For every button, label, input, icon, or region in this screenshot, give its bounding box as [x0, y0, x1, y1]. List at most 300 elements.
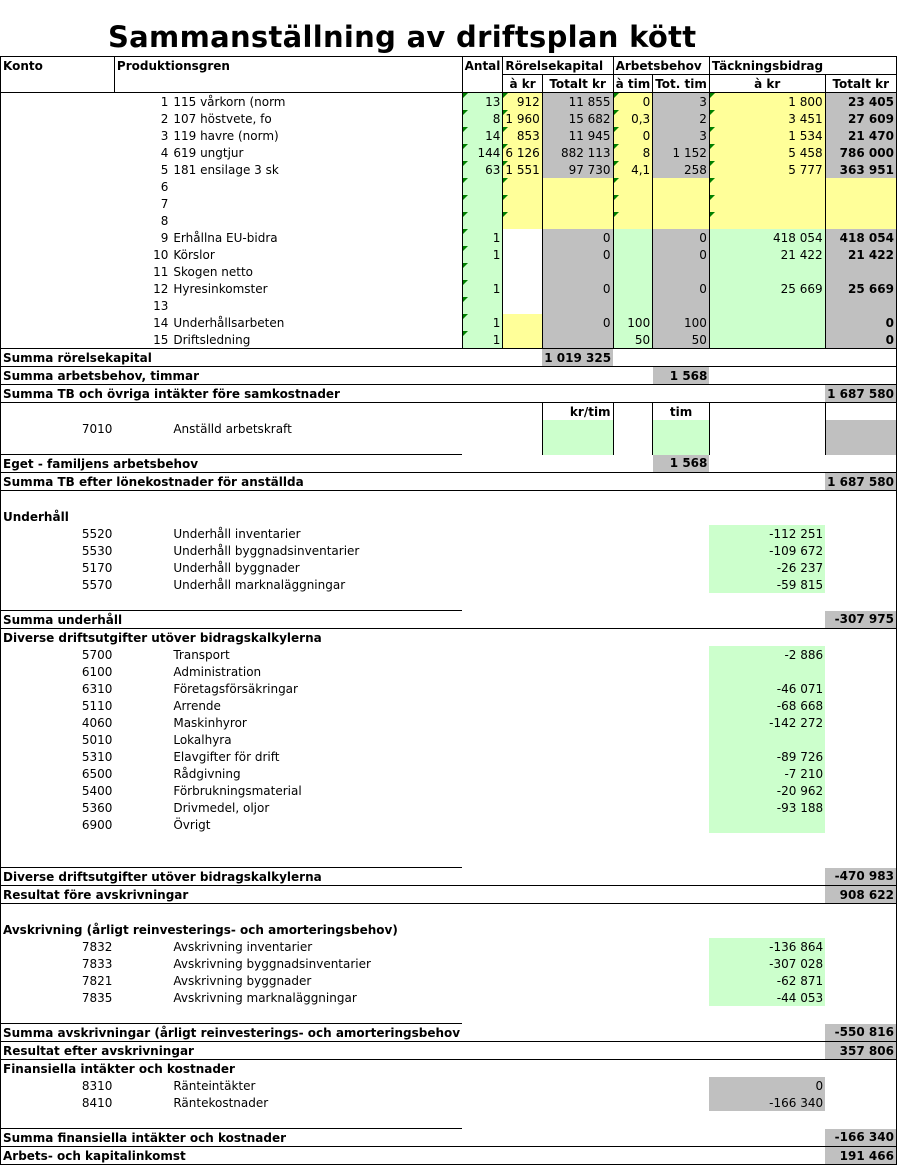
rorelsekapital-totalt: 11 945	[542, 127, 613, 144]
empty-cell	[613, 731, 653, 748]
empty-cell	[613, 680, 653, 697]
rorelsekapital-totalt: 0	[542, 229, 613, 246]
table-row	[1, 816, 897, 833]
table-row	[1, 765, 897, 782]
rorelsekapital-a-kr[interactable]	[503, 229, 542, 246]
konto-number: 6500	[1, 765, 115, 782]
row-number: 11	[1, 263, 172, 280]
empty-cell	[462, 904, 503, 922]
arbetsbehov-a-tim[interactable]	[613, 229, 653, 246]
empty-cell	[542, 473, 613, 491]
empty-cell	[1, 1111, 463, 1129]
empty-cell	[114, 714, 171, 731]
summa-rorelsekapital-value: 1 019 325	[544, 350, 612, 365]
rorelsekapital-a-kr[interactable]	[503, 280, 542, 297]
empty-cell	[825, 799, 896, 816]
account-value[interactable]: -26 237	[709, 559, 825, 576]
empty-cell	[653, 868, 710, 886]
account-value[interactable]: -62 871	[709, 972, 825, 989]
table-row	[1, 331, 897, 349]
empty-cell	[1, 437, 463, 455]
arbetsbehov-a-tim[interactable]: 4,1	[613, 161, 653, 178]
antal-value[interactable]: 1	[462, 246, 503, 263]
table-row	[1, 593, 897, 611]
antal-value[interactable]: 13	[462, 93, 503, 111]
account-value[interactable]: -136 864	[709, 938, 825, 955]
empty-cell	[825, 782, 896, 799]
empty-cell	[613, 420, 653, 437]
page-title: Sammanställning av driftsplan kött	[108, 20, 697, 54]
konto-number: 4060	[1, 714, 115, 731]
empty-cell	[653, 886, 710, 904]
antal-value[interactable]	[462, 212, 503, 229]
col-header-arbetsbehov: Arbetsbehov	[613, 57, 709, 75]
empty-cell	[709, 437, 825, 455]
empty-cell	[114, 938, 171, 955]
empty-cell	[542, 868, 613, 886]
tb-a-kr[interactable]: 1 534	[709, 127, 825, 144]
empty-cell	[542, 904, 613, 922]
table-row	[1, 576, 897, 593]
account-value[interactable]: -20 962	[709, 782, 825, 799]
table-row	[1, 559, 897, 576]
table-row	[1, 1111, 897, 1129]
empty-cell	[653, 491, 710, 509]
empty-cell	[709, 349, 825, 367]
table-row	[1, 697, 897, 714]
account-value[interactable]	[709, 663, 825, 680]
col-header-a-kr: à kr	[503, 75, 542, 93]
empty-cell	[114, 782, 171, 799]
empty-cell	[709, 1024, 825, 1042]
empty-cell	[462, 1111, 503, 1129]
empty-cell	[1, 491, 463, 509]
empty-cell	[542, 593, 613, 611]
empty-cell	[613, 989, 653, 1006]
row-number: 4	[1, 144, 172, 161]
account-label: Avskrivning byggnader	[173, 973, 312, 988]
tb-a-kr[interactable]: 25 669	[709, 280, 825, 297]
tim-header: tim	[653, 403, 710, 421]
empty-cell	[114, 1077, 171, 1094]
empty-cell	[503, 1111, 542, 1129]
antal-value[interactable]	[462, 263, 503, 280]
rorelsekapital-totalt	[542, 195, 613, 212]
table-row	[1, 850, 897, 868]
table-row	[1, 349, 897, 367]
empty-cell	[542, 886, 613, 904]
antal-value[interactable]	[462, 195, 503, 212]
production-branch: 107 höstvete, fo	[171, 110, 462, 127]
empty-cell	[503, 886, 542, 904]
antal-value[interactable]: 1	[462, 280, 503, 297]
empty-cell	[825, 714, 896, 731]
konto-number: 5400	[1, 782, 115, 799]
account-value[interactable]: -109 672	[709, 542, 825, 559]
empty-cell	[653, 904, 710, 922]
empty-cell	[462, 1147, 503, 1165]
empty-cell	[653, 349, 710, 367]
tb-a-kr[interactable]: 418 054	[709, 229, 825, 246]
empty-cell	[653, 680, 710, 697]
tb-a-kr[interactable]	[709, 263, 825, 280]
antal-value[interactable]	[462, 178, 503, 195]
arbetsbehov-tot-tim	[653, 195, 710, 212]
empty-cell	[653, 850, 710, 868]
table-row	[1, 629, 897, 647]
empty-cell	[613, 955, 653, 972]
empty-cell	[709, 868, 825, 886]
rorelsekapital-a-kr[interactable]	[503, 297, 542, 314]
empty-cell	[653, 714, 710, 731]
table-row	[1, 491, 897, 509]
empty-cell	[503, 1147, 542, 1165]
summa-rorelsekapital-label: Summa rörelsekapital	[1, 349, 463, 367]
empty-cell	[653, 782, 710, 799]
empty-cell	[462, 593, 503, 611]
empty-cell	[613, 972, 653, 989]
table-row	[1, 367, 897, 385]
arbetsbehov-tot-tim: 0	[653, 246, 710, 263]
arbetsbehov-a-tim[interactable]: 0,3	[613, 110, 653, 127]
empty-cell	[1, 1006, 463, 1024]
empty-cell	[462, 403, 503, 421]
table-row	[1, 93, 897, 111]
tb-totalt: 27 609	[825, 110, 896, 127]
tb-a-kr[interactable]	[709, 297, 825, 314]
empty-cell	[613, 559, 653, 576]
summa-diverse-value: -470 983	[825, 868, 896, 886]
rorelsekapital-a-kr[interactable]	[503, 246, 542, 263]
table-row	[1, 75, 897, 93]
empty-cell	[114, 989, 171, 1006]
empty-cell	[825, 1006, 896, 1024]
arbetsbehov-a-tim[interactable]	[613, 246, 653, 263]
account-label: Avskrivning inventarier	[173, 939, 313, 954]
empty-cell	[825, 972, 896, 989]
empty-cell	[462, 1024, 503, 1042]
empty-cell	[114, 542, 171, 559]
table-row	[1, 385, 897, 403]
antal-value[interactable]: 8	[462, 110, 503, 127]
arbetsbehov-a-tim[interactable]: 0	[613, 127, 653, 144]
empty-cell	[825, 542, 896, 559]
empty-cell	[653, 955, 710, 972]
empty-cell	[653, 833, 710, 850]
empty-cell	[709, 1042, 825, 1060]
empty-cell	[462, 1042, 503, 1060]
production-branch: Driftsledning	[171, 331, 462, 349]
empty-cell	[542, 1111, 613, 1129]
empty-cell	[462, 385, 503, 403]
tb-a-kr[interactable]	[709, 331, 825, 349]
account-label: Övrigt	[173, 817, 211, 832]
tb-totalt: 418 054	[825, 229, 896, 246]
rorelsekapital-a-kr[interactable]	[503, 212, 542, 229]
rorelsekapital-totalt	[542, 178, 613, 195]
empty-cell	[462, 850, 503, 868]
production-branch: Hyresinkomster	[171, 280, 462, 297]
empty-cell	[462, 367, 503, 385]
konto-number: 7833	[1, 955, 115, 972]
rorelsekapital-a-kr[interactable]: 912	[503, 93, 542, 111]
empty-cell	[653, 938, 710, 955]
empty-cell	[542, 455, 613, 473]
production-branch: 115 vårkorn (norm	[171, 93, 462, 111]
account-value[interactable]: -68 668	[709, 697, 825, 714]
empty-cell	[613, 748, 653, 765]
production-branch: Körslor	[171, 246, 462, 263]
empty-cell	[825, 403, 896, 421]
table-row	[1, 748, 897, 765]
empty-cell	[462, 868, 503, 886]
account-value[interactable]: -93 188	[709, 799, 825, 816]
account-value[interactable]: 0	[709, 1077, 825, 1094]
account-label: Maskinhyror	[173, 715, 247, 730]
production-branch	[171, 178, 462, 195]
table-row	[1, 1077, 897, 1094]
empty-cell	[114, 748, 171, 765]
empty-cell	[709, 473, 825, 491]
arbetsbehov-tot-tim	[653, 263, 710, 280]
empty-cell	[1, 850, 463, 868]
antal-value[interactable]	[462, 297, 503, 314]
table-row	[1, 714, 897, 731]
tb-totalt: 25 669	[825, 280, 896, 297]
antal-value[interactable]: 1	[462, 331, 503, 349]
anstalld-tim-input[interactable]	[653, 420, 710, 437]
arbetsbehov-tot-tim	[653, 297, 710, 314]
account-value[interactable]: -142 272	[709, 714, 825, 731]
rorelsekapital-a-kr[interactable]	[503, 263, 542, 280]
account-value[interactable]: -307 028	[709, 955, 825, 972]
empty-cell	[825, 816, 896, 833]
col-header-empty	[825, 57, 896, 75]
account-value[interactable]: -2 886	[709, 646, 825, 663]
empty-cell	[1, 833, 463, 850]
arbetsbehov-a-tim[interactable]	[613, 297, 653, 314]
empty-cell	[653, 731, 710, 748]
arbetsbehov-tot-tim: 258	[653, 161, 710, 178]
account-value[interactable]: -89 726	[709, 748, 825, 765]
empty-cell	[542, 437, 613, 455]
empty-cell	[613, 816, 653, 833]
tb-a-kr[interactable]: 1 800	[709, 93, 825, 111]
tb-a-kr[interactable]: 5 458	[709, 144, 825, 161]
tb-a-kr[interactable]: 3 451	[709, 110, 825, 127]
account-value[interactable]: -112 251	[709, 525, 825, 542]
rorelsekapital-totalt: 97 730	[542, 161, 613, 178]
empty-cell	[542, 611, 613, 629]
table-row	[1, 868, 897, 886]
arbetsbehov-tot-tim	[653, 178, 710, 195]
empty-cell	[653, 799, 710, 816]
empty-cell	[542, 491, 613, 509]
konto-number: 5570	[1, 576, 115, 593]
empty-cell	[114, 955, 171, 972]
empty-cell	[462, 420, 503, 437]
empty-cell	[653, 663, 710, 680]
kr-tim-header: kr/tim	[542, 403, 613, 421]
table-row	[1, 886, 897, 904]
table-row	[1, 263, 897, 280]
account-value[interactable]: -166 340	[709, 1094, 825, 1111]
arbetsbehov-a-tim[interactable]	[613, 280, 653, 297]
rorelsekapital-totalt: 0	[542, 280, 613, 297]
empty-cell	[653, 972, 710, 989]
arbetsbehov-a-tim[interactable]	[613, 263, 653, 280]
section-heading-avskrivning: Avskrivning (årligt reinvesterings- och amorteringsbehov)	[1, 921, 897, 938]
arbetsbehov-tot-tim: 0	[653, 229, 710, 246]
account-label: Företagsförsäkringar	[173, 681, 298, 696]
row-number: 3	[1, 127, 172, 144]
rorelsekapital-a-kr[interactable]: 1 551	[503, 161, 542, 178]
empty-cell	[653, 1094, 710, 1111]
arbetsbehov-a-tim[interactable]: 0	[613, 93, 653, 111]
tb-a-kr[interactable]	[709, 212, 825, 229]
empty-cell	[653, 525, 710, 542]
table-row	[1, 833, 897, 850]
table-row	[1, 663, 897, 680]
empty-cell	[542, 1042, 613, 1060]
row-number: 10	[1, 246, 172, 263]
tb-a-kr[interactable]: 5 777	[709, 161, 825, 178]
konto-number: 7832	[1, 938, 115, 955]
empty-cell	[542, 1006, 613, 1024]
table-row	[1, 110, 897, 127]
table-row	[1, 280, 897, 297]
col-header-tb-a-kr: à kr	[709, 75, 825, 93]
rorelsekapital-totalt: 0	[542, 314, 613, 331]
arbetsbehov-a-tim[interactable]	[613, 195, 653, 212]
empty-cell	[653, 593, 710, 611]
summa-finans-label: Summa finansiella intäkter och kostnader	[1, 1129, 463, 1147]
arbetsbehov-a-tim[interactable]	[613, 212, 653, 229]
empty-cell	[825, 491, 896, 509]
empty-cell	[825, 525, 896, 542]
antal-value[interactable]: 1	[462, 229, 503, 246]
production-branch	[171, 195, 462, 212]
empty-cell	[503, 385, 542, 403]
table-row	[1, 144, 897, 161]
account-label: Drivmedel, oljor	[173, 800, 270, 815]
rorelsekapital-a-kr[interactable]: 853	[503, 127, 542, 144]
anstalld-label: Anställd arbetskraft	[173, 421, 292, 436]
col-header-tackningsbidrag: Täckningsbidrag	[709, 57, 825, 75]
arbetsbehov-tot-tim: 2	[653, 110, 710, 127]
empty-cell	[462, 1129, 503, 1147]
empty-cell	[825, 455, 896, 473]
antal-value[interactable]: 14	[462, 127, 503, 144]
empty-cell	[613, 611, 653, 629]
konto-number: 5010	[1, 731, 115, 748]
empty-cell	[503, 611, 542, 629]
rorelsekapital-a-kr[interactable]	[503, 331, 542, 349]
empty-cell	[709, 403, 825, 421]
tb-totalt: 0	[825, 314, 896, 331]
anstalld-total	[825, 420, 896, 437]
empty-cell	[613, 663, 653, 680]
summa-diverse-label: Diverse driftsutgifter utöver bidragskalkylerna	[1, 868, 463, 886]
rorelsekapital-a-kr[interactable]: 6 126	[503, 144, 542, 161]
account-label: Arrende	[173, 698, 221, 713]
antal-value[interactable]: 63	[462, 161, 503, 178]
table-row	[1, 161, 897, 178]
empty-cell	[825, 349, 896, 367]
empty-cell	[653, 542, 710, 559]
account-value[interactable]: -59 815	[709, 576, 825, 593]
section-heading-finans: Finansiella intäkter och kostnader	[1, 1060, 897, 1078]
empty-cell	[613, 714, 653, 731]
empty-cell	[709, 850, 825, 868]
empty-cell	[503, 437, 542, 455]
table-row	[1, 455, 897, 473]
account-label: Transport	[173, 647, 230, 662]
empty-cell	[542, 1024, 613, 1042]
resultat-efter-value: 357 806	[825, 1042, 896, 1060]
arbetsbehov-a-tim[interactable]: 8	[613, 144, 653, 161]
konto-number: 6100	[1, 663, 115, 680]
antal-value[interactable]: 144	[462, 144, 503, 161]
tb-a-kr[interactable]: 21 422	[709, 246, 825, 263]
empty-cell	[503, 1042, 542, 1060]
account-value[interactable]: -7 210	[709, 765, 825, 782]
rorelsekapital-a-kr[interactable]	[503, 195, 542, 212]
account-value[interactable]	[709, 816, 825, 833]
tb-a-kr[interactable]	[709, 314, 825, 331]
arbets-kapitalinkomst-label: Arbets- och kapitalinkomst	[1, 1147, 463, 1165]
row-number: 2	[1, 110, 172, 127]
col-header-rorelsekapital: Rörelsekapital	[503, 57, 613, 75]
empty-cell	[503, 1129, 542, 1147]
row-number: 15	[1, 331, 172, 349]
empty-cell	[653, 385, 710, 403]
table-row	[1, 127, 897, 144]
empty-cell	[114, 816, 171, 833]
arbetsbehov-a-tim[interactable]	[613, 178, 653, 195]
section-heading-underhall: Underhåll	[1, 508, 897, 525]
col-header-empty	[1, 75, 115, 93]
account-value[interactable]: -46 071	[709, 680, 825, 697]
tb-a-kr[interactable]	[709, 195, 825, 212]
production-branch	[171, 212, 462, 229]
account-label: Förbrukningsmaterial	[173, 783, 302, 798]
rorelsekapital-totalt: 15 682	[542, 110, 613, 127]
account-value[interactable]	[709, 731, 825, 748]
empty-cell	[613, 938, 653, 955]
rorelsekapital-a-kr[interactable]	[503, 314, 542, 331]
arbetsbehov-a-tim[interactable]: 100	[613, 314, 653, 331]
summa-finans-value: -166 340	[825, 1129, 896, 1147]
empty-cell	[825, 833, 896, 850]
antal-value[interactable]: 1	[462, 314, 503, 331]
table-row	[1, 420, 897, 437]
rorelsekapital-a-kr[interactable]: 1 960	[503, 110, 542, 127]
rorelsekapital-a-kr[interactable]	[503, 178, 542, 195]
empty-cell	[114, 972, 171, 989]
account-value[interactable]: -44 053	[709, 989, 825, 1006]
table-row	[1, 437, 897, 455]
summa-arbetsbehov-value: 1 568	[653, 367, 710, 385]
resultat-efter-label: Resultat efter avskrivningar	[1, 1042, 463, 1060]
anstalld-kr-tim-input[interactable]	[542, 420, 613, 437]
empty-cell	[114, 799, 171, 816]
konto-number: 5310	[1, 748, 115, 765]
row-number: 7	[1, 195, 172, 212]
arbetsbehov-a-tim[interactable]: 50	[613, 331, 653, 349]
tb-totalt	[825, 263, 896, 280]
tb-a-kr[interactable]	[709, 178, 825, 195]
